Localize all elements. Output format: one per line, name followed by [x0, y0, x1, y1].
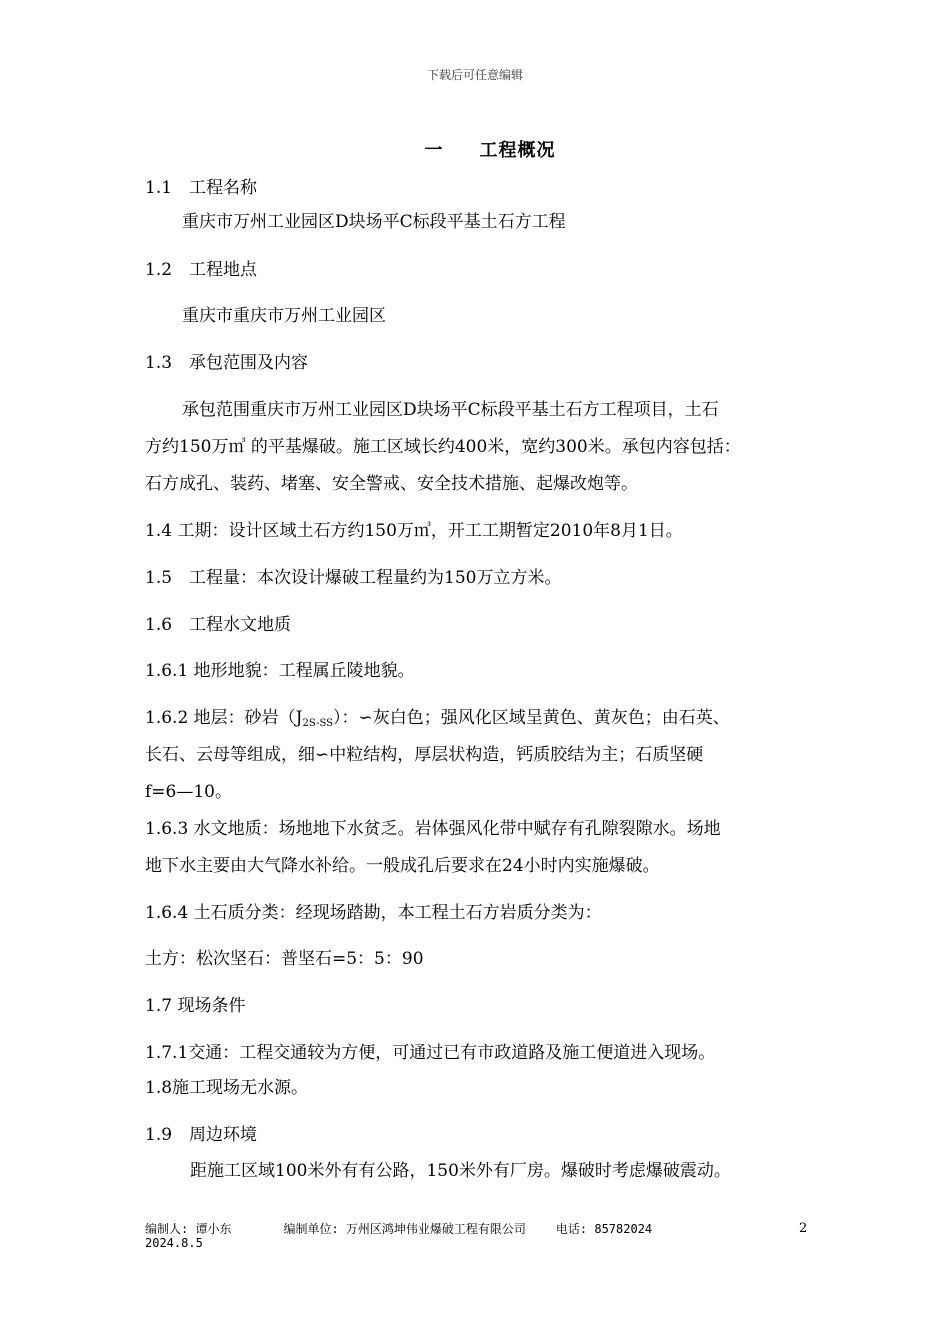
soil-classification: 1.6.4 土石质分类：经现场踏勘，本工程土石方岩质分类为：	[145, 903, 602, 923]
page-number: 2	[799, 1221, 808, 1236]
project-name: 重庆市万州工业园区D块场平C标段平基土石方工程	[182, 212, 566, 232]
heading-1-8: 1.8施工现场无水源。	[145, 1078, 309, 1098]
heading-1-5: 1.5 工程量：本次设计爆破工程量约为150万立方米。	[145, 568, 562, 588]
header-note: 下载后可任意编辑	[426, 68, 523, 82]
strata-line-1	[145, 703, 730, 729]
footer-editor: 编制人: 谭小东	[145, 1222, 232, 1236]
strata-line-3: f=6—10。	[145, 782, 232, 802]
strata-rest: ）：∽灰白色；强风化区域呈黄色、黄灰色；由石英、	[332, 708, 730, 728]
strata-subscript: 2S-SS	[302, 718, 333, 729]
heading-1-4: 1.4 工期：设计区域土石方约150万㎥，开工工期暂定2010年8月1日。	[145, 521, 683, 541]
strata-prefix: 1.6.2 地层：砂岩（J	[145, 708, 303, 728]
project-location: 重庆市重庆市万州工业园区	[182, 306, 386, 326]
heading-1-9: 1.9 周边环境	[145, 1125, 258, 1145]
heading-1-6-1: 1.6.1 地形地貌：工程属丘陵地貌。	[145, 661, 415, 681]
footer-unit: 编制单位: 万州区鸿坤伟业爆破工程有限公司	[283, 1222, 526, 1236]
heading-1-6: 1.6 工程水文地质	[145, 615, 292, 635]
strata-line-2: 长石、云母等组成，细∽中粒结构，厚层状构造，钙质胶结为主；石质坚硬	[145, 745, 704, 765]
footer	[145, 1220, 652, 1237]
scope-line-2: 方约150万㎥ 的平基爆破。施工区域长约400米，宽约300米。承包内容包括：	[145, 437, 741, 457]
footer-date: 2024.8.5	[145, 1236, 203, 1250]
heading-1-3: 1.3 承包范围及内容	[145, 353, 309, 373]
heading-1-2: 1.2 工程地点	[145, 260, 258, 280]
heading-1-7: 1.7 现场条件	[145, 996, 246, 1016]
traffic-line: 1.7.1交通：工程交通较为方便，可通过已有市政道路及施工便道进入现场。	[145, 1043, 716, 1063]
section-title	[0, 136, 950, 162]
section-title-text: 工程概况	[479, 140, 556, 161]
footer-phone: 电话: 85782024	[555, 1222, 653, 1236]
hydrology-line-2: 地下水主要由大气降水补给。一般成孔后要求在24小时内实施爆破。	[145, 856, 660, 876]
scope-line-3: 石方成孔、装药、堵塞、安全警戒、安全技术措施、起爆改炮等。	[145, 474, 638, 494]
heading-1-1: 1.1 工程名称	[145, 178, 258, 198]
hydrology-line-1: 1.6.3 水文地质：场地地下水贫乏。岩体强风化带中赋存有孔隙裂隙水。场地	[145, 819, 721, 839]
surroundings-line: 距施工区域100米外有有公路，150米外有厂房。爆破时考虑爆破震动。	[190, 1161, 731, 1181]
section-number: 一	[424, 140, 444, 161]
soil-ratio: 土方：松次坚石：普坚石=5：5：90	[145, 949, 424, 969]
scope-line-1: 承包范围重庆市万州工业园区D块场平C标段平基土石方工程项目，土石	[182, 400, 719, 420]
